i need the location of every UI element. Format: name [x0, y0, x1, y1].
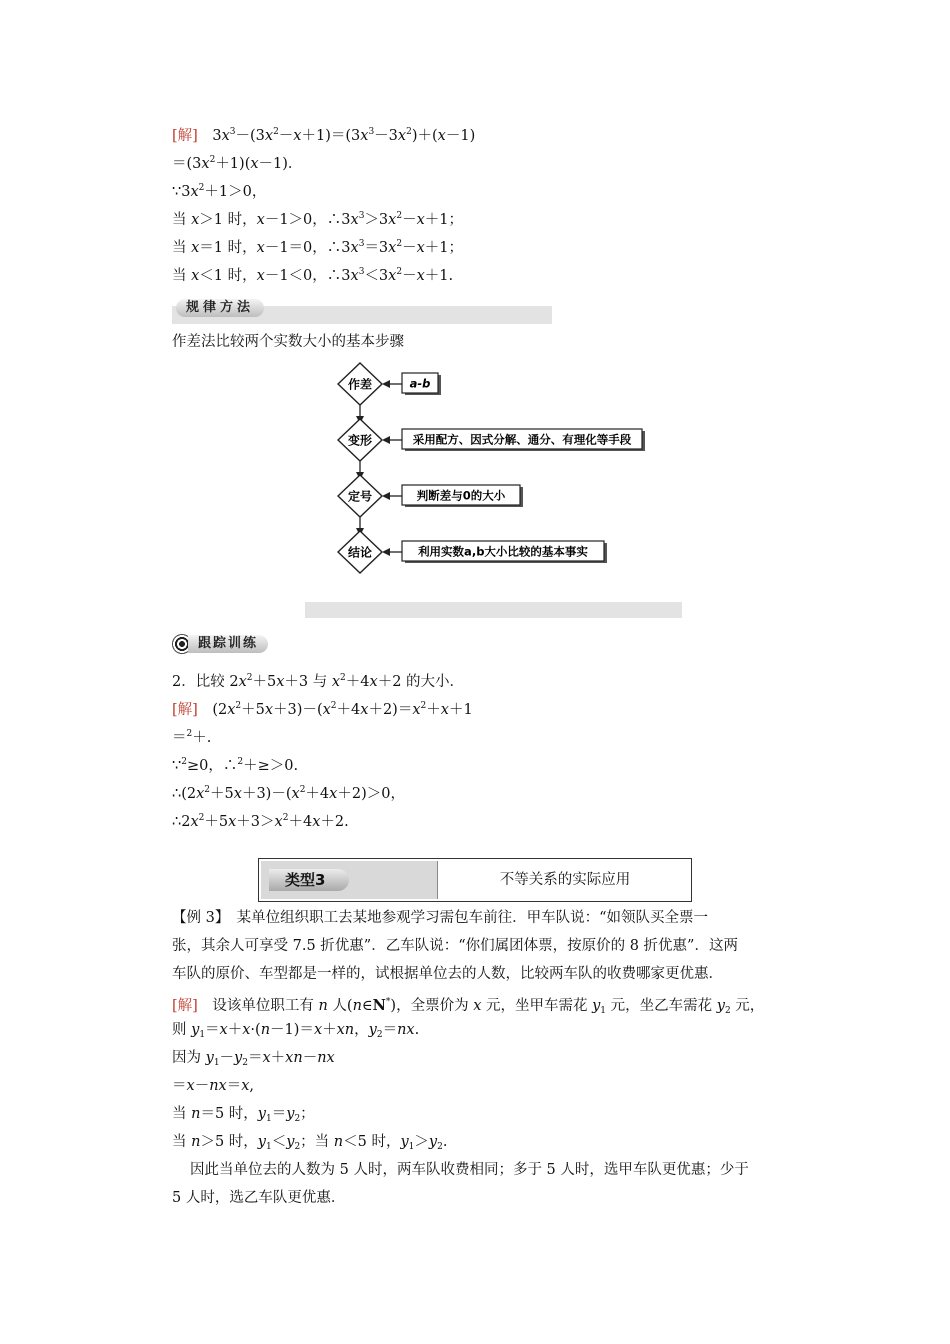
q2-solution-line-1: [解] $(2x^2+5x+3)-(x^2+4x+2)=x^2+x+1$	[172, 701, 473, 718]
example-3-line-1: 【例 3】 某单位组织职工去某地参观学习需包车前往．甲车队说：“如领队买全票一	[172, 910, 709, 926]
flow-arrowhead	[382, 436, 390, 444]
solution-line-4: 当 x＞1 时，x－1＞0，$\therefore 3x^3>3x^2-x+1$；	[172, 211, 464, 228]
type-label: 类型3	[269, 869, 349, 891]
solution-line-6: 当 x＜1 时，x－1＜0，$\therefore 3x^3<3x^2-x+1$.	[172, 267, 454, 284]
type-label-area	[261, 861, 438, 899]
q2-solution-line-2: ＝$^2$＋.	[172, 729, 212, 746]
sol3-line-2: 则 $y_1=x+x\cdot(n-1)=x+xn$，$y_2=nx$.	[172, 1022, 420, 1040]
track-tag: 跟踪训练	[188, 635, 268, 653]
solution-line-3: $\because 3x^2+1>0$，	[172, 183, 267, 200]
flow-note-text: 采用配方、因式分解、通分、有理化等手段	[412, 432, 632, 447]
sol3-line-3: 因为 $y_1-y_2=x+xn-nx$	[172, 1050, 335, 1068]
flowchart	[330, 360, 660, 585]
flow-step-label: 作差	[347, 377, 373, 392]
flow-step-label: 定号	[347, 489, 373, 504]
sol3-line-1: [解] 设该单位职工有 n 人(n∈N*)，全票价为 x 元，坐甲车需花 $y_1$ 元，坐乙车需花 $y_2$ 元，	[172, 997, 765, 1016]
section-divider	[305, 602, 682, 618]
flow-note-text: 利用实数a,b大小比较的基本事实	[418, 544, 588, 559]
solution-line-1: [解] $3x^3-(3x^2-x+1)=(3x^3-3x^2)+(x-1)$	[172, 127, 476, 144]
solution-mark: [解]	[172, 128, 198, 144]
method-tag: 规律方法	[176, 299, 264, 317]
flow-arrowhead	[382, 492, 390, 500]
question-2: 2．比较 $2x^2+5x+3$ 与 $x^2+4x+2$ 的大小．	[172, 673, 465, 690]
q2-solution-line-3: ∵$^2$≥0，∴$^2$＋≥＞0.	[172, 757, 299, 774]
flow-note-text: a-b	[409, 376, 431, 391]
sol3-line-6: 当 n＞5 时，$y_1<y_2$；当 n＜5 时，$y_1>y_2$.	[172, 1134, 448, 1152]
method-intro: 作差法比较两个实数大小的基本步骤	[172, 334, 404, 350]
sol3-line-5: 当 n＝5 时，$y_1=y_2$；	[172, 1106, 315, 1124]
q2-solution-line-5: $\therefore 2x^2+5x+3>x^2+4x+2$.	[172, 813, 349, 830]
solution-line-5: 当 x＝1 时，x－1＝0，$\therefore 3x^3=3x^2-x+1$；	[172, 239, 464, 256]
q2-solution-line-4: $\therefore(2x^2+5x+3)-(x^2+4x+2)>0$，	[172, 785, 405, 802]
flow-step-label: 结论	[347, 545, 373, 560]
solution-line-2: $=(3x^2+1)(x-1)$．	[172, 155, 303, 172]
example-3-line-2: 张，其余人可享受 7.5 折优惠”．乙车队说：“你们属团体票，按原价的 8 折优惠”．这两	[172, 938, 738, 954]
type-header-box	[258, 858, 692, 902]
flow-note-text: 判断差与0的大小	[416, 488, 506, 503]
flow-arrowhead	[382, 548, 390, 556]
example-3-line-3: 车队的原价、车型都是一样的，试根据单位去的人数，比较两车队的收费哪家更优惠．	[172, 966, 723, 982]
example-head: 【例 3】	[172, 910, 223, 926]
flow-arrowhead	[382, 380, 390, 388]
type-title: 不等关系的实际应用	[499, 872, 631, 888]
flow-step-label: 变形	[347, 433, 373, 448]
sol3-line-8: 5 人时，选乙车队更优惠．	[172, 1190, 346, 1206]
sol3-line-7: 因此当单位去的人数为 5 人时，两车队收费相同；多于 5 人时，选甲车队更优惠；少于	[190, 1162, 749, 1178]
sol3-line-4: ＝x－nx＝x,	[172, 1078, 255, 1094]
